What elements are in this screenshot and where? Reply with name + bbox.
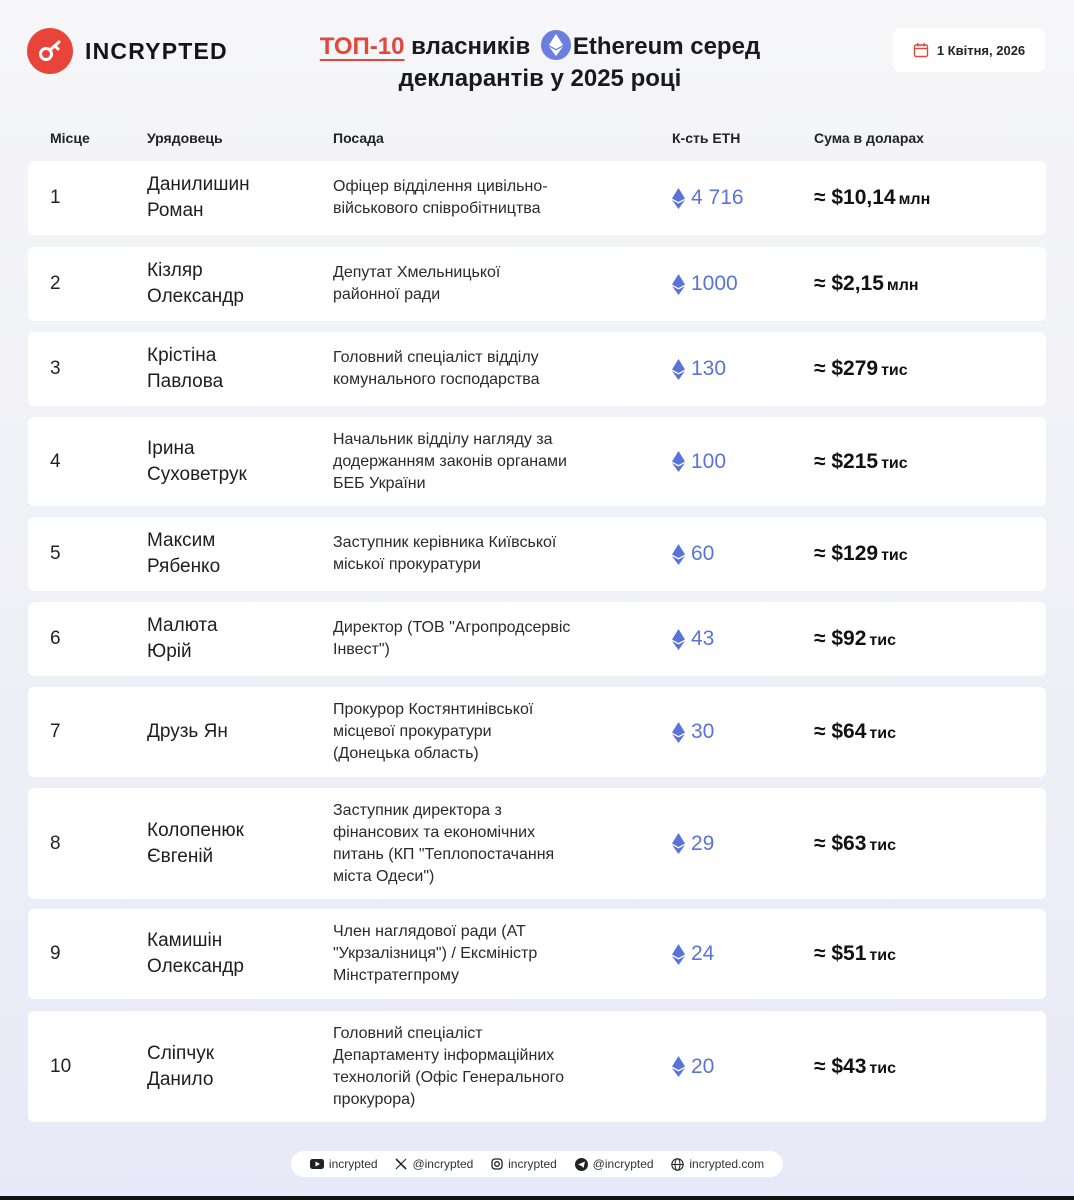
row-rank: 10 (50, 1055, 72, 1077)
row-eth-value: 100 (691, 449, 727, 473)
row-official-name: Данилишин Роман (147, 174, 250, 221)
table-row (28, 161, 1046, 235)
footer-website[interactable] (671, 1157, 764, 1171)
row-usd-value: ≈ $51 (814, 942, 867, 965)
row-eth-amount (672, 357, 726, 381)
row-official-name: Друзь Ян (147, 721, 228, 742)
row-eth-value: 130 (691, 357, 727, 380)
row-usd-unit: тис (881, 454, 908, 472)
row-usd-unit: тис (869, 947, 896, 964)
social-footer (291, 1151, 783, 1177)
table-row (28, 247, 1046, 321)
row-usd-amount (814, 1055, 896, 1079)
row-official-name: Крістіна Павлова (147, 345, 224, 392)
column-rank: Місце (50, 130, 90, 146)
ethereum-icon (672, 451, 685, 472)
row-eth-value: 30 (691, 720, 715, 743)
row-eth-value: 24 (691, 942, 715, 965)
footer-telegram-label: @incrypted (592, 1157, 654, 1171)
row-rank: 6 (50, 628, 61, 649)
row-eth-value: 4 716 (691, 186, 744, 209)
row-official-name: Сліпчук Данило (147, 1042, 215, 1090)
youtube-icon (310, 1159, 324, 1169)
row-eth-value: 43 (691, 627, 715, 650)
column-name: Урядовець (147, 130, 223, 146)
row-usd-amount (814, 186, 930, 210)
row-usd-amount (814, 720, 896, 744)
bottom-border (0, 1196, 1074, 1200)
row-official-name: Камишін Олександр (147, 930, 244, 977)
title-part2: Ethereum серед (572, 33, 761, 60)
row-usd-value: ≈ $43 (814, 1054, 867, 1078)
row-eth-value: 29 (691, 831, 715, 855)
table-row (28, 788, 1046, 899)
row-usd-value: ≈ $215 (814, 449, 879, 473)
row-eth-amount (672, 272, 738, 296)
row-rank: 3 (50, 358, 61, 379)
footer-instagram[interactable] (491, 1157, 557, 1171)
ethereum-icon (672, 188, 685, 209)
row-rank: 4 (50, 450, 61, 472)
page-title (290, 30, 790, 95)
footer-youtube-label: incrypted (328, 1157, 378, 1171)
row-official-name: Ірина Суховетрук (147, 437, 247, 485)
ethereum-icon (672, 274, 685, 295)
row-eth-amount (672, 542, 714, 566)
ethereum-icon (672, 1056, 685, 1077)
row-position: Головний спеціаліст Департаменту інформаційних технологій (Офіс Генерального прокурора) (333, 1024, 565, 1108)
row-usd-value: ≈ $92 (814, 627, 867, 650)
row-position: Депутат Хмельницької районної ради (333, 264, 501, 303)
row-usd-value: ≈ $129 (814, 542, 879, 565)
row-eth-value: 1000 (691, 272, 738, 295)
row-eth-amount (672, 450, 726, 474)
row-usd-unit: тис (881, 547, 908, 564)
footer-instagram-label: incrypted (508, 1157, 557, 1171)
ethereum-icon (541, 30, 571, 60)
title-line2: декларантів у 2025 році (398, 65, 682, 92)
row-usd-amount (814, 357, 908, 381)
row-usd-amount (814, 832, 896, 856)
brand-logo[interactable] (27, 28, 228, 74)
row-position: Заступник директора з фінансових та економічних питань (КП "Теплопостачання міста Одеси") (333, 801, 555, 885)
title-part1: власників (404, 33, 537, 60)
row-eth-amount (672, 942, 714, 966)
row-position: Член наглядової ради (АТ "Укрзалізниця") / Ексміністр Мінстратегпрому (333, 923, 538, 984)
row-usd-unit: тис (869, 836, 896, 854)
title-highlight: ТОП-10 (319, 33, 405, 60)
ethereum-icon (672, 629, 685, 650)
row-usd-value: ≈ $64 (814, 720, 867, 743)
column-usd: Сума в доларах (814, 130, 924, 146)
table-row (28, 517, 1046, 591)
row-usd-unit: тис (869, 725, 896, 742)
calendar-icon (913, 42, 929, 58)
row-usd-value: ≈ $2,15 (814, 272, 884, 295)
row-official-name: Кізляр Олександр (147, 260, 244, 307)
table-row (28, 1011, 1046, 1122)
row-eth-value: 20 (691, 1054, 715, 1078)
row-usd-unit: тис (869, 1059, 896, 1077)
row-rank: 5 (50, 543, 61, 564)
x-icon (395, 1158, 407, 1170)
key-icon (27, 28, 73, 74)
table-row (28, 332, 1046, 406)
row-position: Заступник керівника Київської міської прокуратури (333, 534, 557, 573)
footer-x-label: @incrypted (412, 1157, 474, 1171)
row-usd-unit: млн (886, 277, 919, 294)
row-usd-unit: тис (881, 362, 908, 379)
table-row (28, 687, 1046, 777)
row-eth-amount (672, 627, 714, 651)
table-row (28, 909, 1046, 999)
row-usd-value: ≈ $279 (814, 357, 879, 380)
row-position: Головний спеціаліст відділу комунального господарства (333, 349, 540, 388)
table-header (0, 130, 1074, 150)
row-rank: 1 (50, 187, 61, 208)
row-usd-unit: тис (869, 632, 896, 649)
globe-icon (671, 1158, 684, 1171)
row-usd-amount (814, 542, 908, 566)
column-eth: К-сть ETH (672, 130, 741, 146)
date-badge (893, 28, 1045, 72)
date-text: 1 Квітня, 2026 (936, 42, 1026, 58)
instagram-icon (491, 1158, 503, 1170)
ethereum-icon (672, 544, 685, 565)
row-usd-amount (814, 272, 919, 296)
row-position: Начальник відділу нагляду за додержанням законів органами БЕБ України (333, 430, 567, 492)
row-usd-unit: млн (898, 191, 931, 208)
row-rank: 8 (50, 832, 61, 854)
table-row (28, 602, 1046, 676)
row-usd-amount (814, 627, 896, 651)
telegram-icon (575, 1158, 588, 1171)
row-official-name: Колопенюк Євгеній (147, 819, 244, 867)
ethereum-icon (672, 722, 685, 743)
table-row (28, 417, 1046, 506)
ethereum-icon (672, 944, 685, 965)
row-eth-amount (672, 1055, 714, 1079)
row-official-name: Малюта Юрій (147, 615, 218, 662)
row-rank: 9 (50, 943, 61, 964)
row-eth-amount (672, 186, 744, 210)
row-official-name: Максим Рябенко (147, 530, 221, 577)
column-position: Посада (333, 130, 384, 146)
row-usd-amount (814, 942, 896, 966)
row-rank: 7 (50, 721, 61, 742)
brand-name: INCRYPTED (85, 37, 228, 64)
row-usd-value: ≈ $10,14 (814, 186, 896, 209)
footer-youtube[interactable] (310, 1157, 378, 1171)
row-usd-value: ≈ $63 (814, 831, 867, 855)
ethereum-icon (672, 833, 685, 854)
row-position: Директор (ТОВ "Агропродсервіс Інвест") (333, 619, 571, 658)
row-rank: 2 (50, 273, 61, 294)
footer-x[interactable] (395, 1157, 473, 1171)
footer-telegram[interactable] (575, 1157, 654, 1171)
row-usd-amount (814, 450, 908, 474)
row-eth-amount (672, 720, 714, 744)
ethereum-icon (672, 359, 685, 380)
row-position: Прокурор Костянтинівської місцевої прокуратури (Донецька область) (333, 701, 534, 762)
row-position: Офіцер відділення цивільно- військового співробітництва (333, 178, 548, 217)
header (0, 0, 1074, 115)
row-eth-amount (672, 832, 714, 856)
footer-website-label: incrypted.com (689, 1157, 765, 1171)
row-eth-value: 60 (691, 542, 715, 565)
